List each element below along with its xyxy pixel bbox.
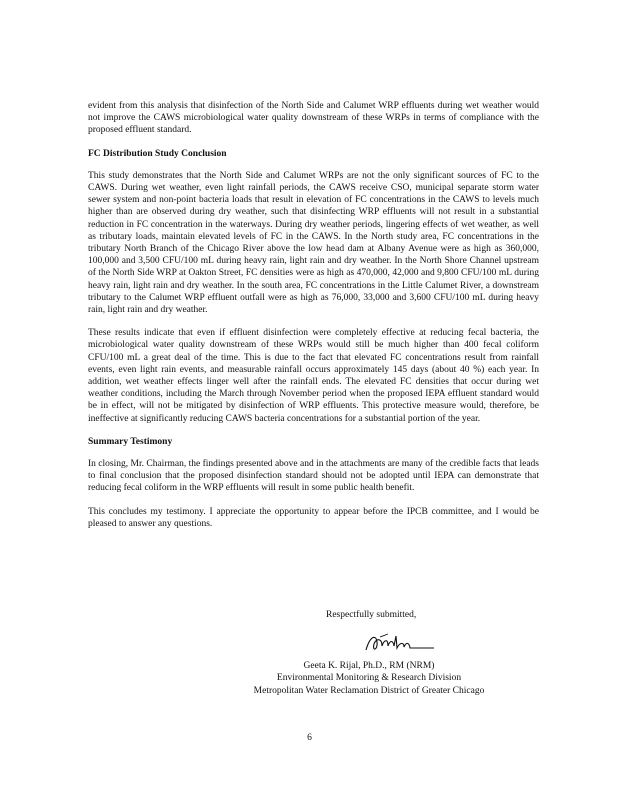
paragraph-concludes: This concludes my testimony. I appreciate the opportunity to appear before the IPCB committee, and I would be pleased to answer any questions. [88,506,539,529]
signature-block [224,660,514,697]
paragraph-results: These results indicate that even if effluent disinfection were completely effective at reducing fecal bacteria, the microbiological water quality downstream of these WRPs would still be much higher than 400 fecal coliform CFU/100 mL a great deal of the time. This is due to the fact that elevated FC concentrations result from rainfall events, even light rain events, and measurable rainfall occurs approximately 145 days (about 40 %) each year. In addition, wet weather effects linger well after the rainfall ends. The elevated FC densities that occur during wet weather conditions, including the March through November period when the proposed IEPA effluent standard would be in effect, will not be mitigated by disinfection of WRP effluents. This protective measure would, therefore, be ineffective at significantly reducing CAWS bacteria concentrations for a substantial portion of the year. [88,328,539,424]
signatory-name: Geeta K. Rijal, Ph.D., RM (NRM) [303,661,435,671]
closing-line: Respectfully submitted, [326,610,417,620]
document-body [88,100,539,530]
heading-summary-testimony: Summary Testimony [88,436,173,447]
heading-fc-distribution: FC Distribution Study Conclusion [88,148,227,159]
signatory-organization: Metropolitan Water Reclamation District of Greater Chicago [253,685,485,696]
paragraph-fc-study: This study demonstrates that the North Side and Calumet WRPs are not the only significant sources of FC to the CAWS. During wet weather, even light rainfall periods, the CAWS receive CSO, municipal separate storm water sewer system and non-point bacteria loads that result in elevation of FC concentrations in the CAWS to levels much higher than are observed during dry weather, such that disinfecting WRP effluents will not result in a substantial reduction in FC concentration in the waterways. During dry weather periods, lingering effects of wet weather, as well as tributary loads, maintain elevated levels of FC in the CAWS. In the North study area, FC concentrations in the tributary North Branch of the Chicago River above the low head dam at Albany Avenue were as high as 360,000, 100,000 and 3,500 CFU/100 mL during heavy rain, light rain and dry weather. In the North Shore Channel upstream of the North Side WRP at Oakton Street, FC densities were as high as 470,000, 42,000 and 9,800 CFU/100 mL during heavy rain, light rain and dry weather. In the south area, FC concentrations in the Little Calumet River, a downstream tributary to the Calumet WRP effluent outfall were as high as 76,000, 33,000 and 3,600 CFU/100 mL during heavy rain, light rain and dry weather. [88,170,539,316]
paragraph-intro-continued: evident from this analysis that disinfection of the North Side and Calumet WRP effluents during wet weather would not improve the CAWS microbiological water quality downstream of these WRPs in terms of compliance with the proposed effluent standard. [88,101,539,136]
paragraph-summary: In closing, Mr. Chairman, the findings presented above and in the attachments are many of the credible facts that leads to final conclusion that the proposed disinfection standard should not be adopted until IEPA can demonstrate that reducing fecal coliform in the WRP effluents will result in some public health benefit. [88,459,539,494]
handwritten-signature [360,628,440,658]
signatory-division: Environmental Monitoring & Research Division [276,673,462,684]
page-number: 6 [307,733,312,743]
